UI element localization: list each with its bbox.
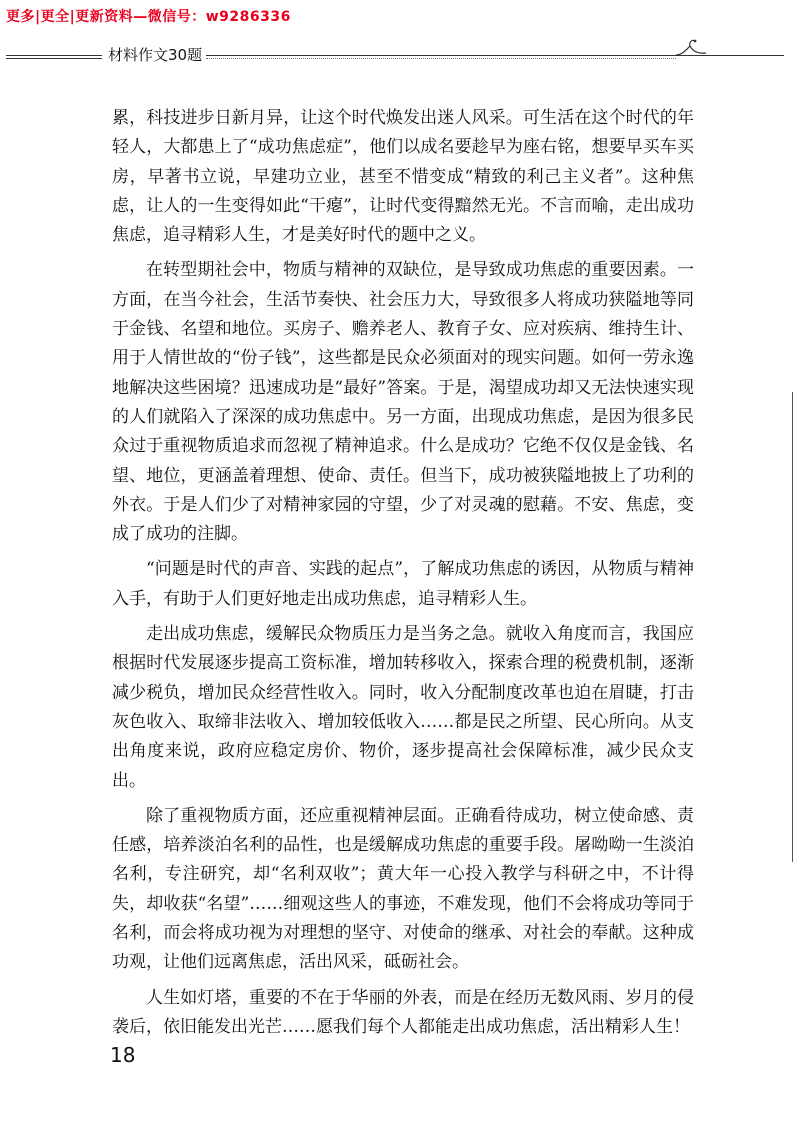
page-edge-line — [792, 392, 793, 862]
paragraph-1: 累，科技进步日新月异，让这个时代焕发出迷人风采。可生活在这个时代的年轻人，大都患上了“成功焦虑症”，他们以成名要趁早为座右铭，想要早买车买房，早著书立说，早建功立业，甚至不惜变成“精致的利己主义者”。这种焦虑，让人的一生变得如此“干瘪”，让时代变得黯然无光。不言而喻，走出成功焦虑，追寻精彩人生，才是美好时代的题中之义。 — [112, 108, 694, 246]
header-ornament-icon — [672, 36, 712, 66]
article-body — [112, 104, 694, 1048]
page-number: 18 — [110, 1043, 136, 1067]
header-rule-left — [6, 55, 102, 56]
header-title: 材料作文30题 — [108, 46, 203, 64]
header-rule-right-dotted — [206, 58, 676, 59]
header-rule-left-double — [6, 58, 102, 59]
paragraph-4: 走出成功焦虑，缓解民众物质压力是当务之急。就收入角度而言，我国应根据时代发展逐步提高工资标准，增加转移收入，探索合理的税费机制，逐渐减少税负，增加民众经营性收入。同时，收入分配制度改革也迫在眉睫，打击灰色收入、取缔非法收入、增加较低收入……都是民之所望、民心所向。从支出角度来说，政府应稳定房价、物价，逐步提高社会保障标准，减少民众支出。 — [112, 624, 694, 791]
paragraph-3: “问题是时代的声音、实践的起点”，了解成功焦虑的诱因，从物质与精神入手，有助于人们更好地走出成功焦虑，追寻精彩人生。 — [112, 559, 694, 609]
paragraph-5: 除了重视物质方面，还应重视精神层面。正确看待成功，树立使命感、责任感，培养淡泊名利的品性，也是缓解成功焦虑的重要手段。屠呦呦一生淡泊名利，专注研究，却“名利双收”；黄大年一心投入教学与科研之中，不计得失，却收获“名望”……细观这些人的事迹，不难发现，他们不会将成功等同于名利，而会将成功视为对理想的坚守、对使命的继承、对社会的奉献。这种成功观，让他们远离焦虑，活出风采，砥砺社会。 — [112, 805, 694, 973]
watermark-text: 更多|更全|更新资料—微信号：w9286336 — [6, 9, 291, 25]
paragraph-6: 人生如灯塔，重要的不在于华丽的外表，而是在经历无数风雨、岁月的侵袭后，依旧能发出光芒……愿我们每个人都能走出成功焦虑，活出精彩人生！ — [112, 987, 694, 1037]
running-header — [0, 38, 800, 68]
paragraph-2: 在转型期社会中，物质与精神的双缺位，是导致成功焦虑的重要因素。一方面，在当今社会，生活节奏快、社会压力大，导致很多人将成功狭隘地等同于金钱、名望和地位。买房子、赡养老人、教育子女、应对疾病、维持生计、用于人情世故的“份子钱”，这些都是民众必须面对的现实问题。如何一劳永逸地解决这些困境？迅速成功是“最好”答案。于是，渴望成功却又无法快速实现的人们就陷入了深深的成功焦虑中。另一方面，出现成功焦虑，是因为很多民众过于重视物质追求而忽视了精神追求。什么是成功？它绝不仅仅是金钱、名望、地位，更涵盖着理想、使命、责任。但当下，成功被狭隘地披上了功利的外衣。于是人们少了对精神家园的守望，少了对灵魂的慰藉。不安、焦虑，变成了成功的注脚。 — [112, 260, 694, 545]
